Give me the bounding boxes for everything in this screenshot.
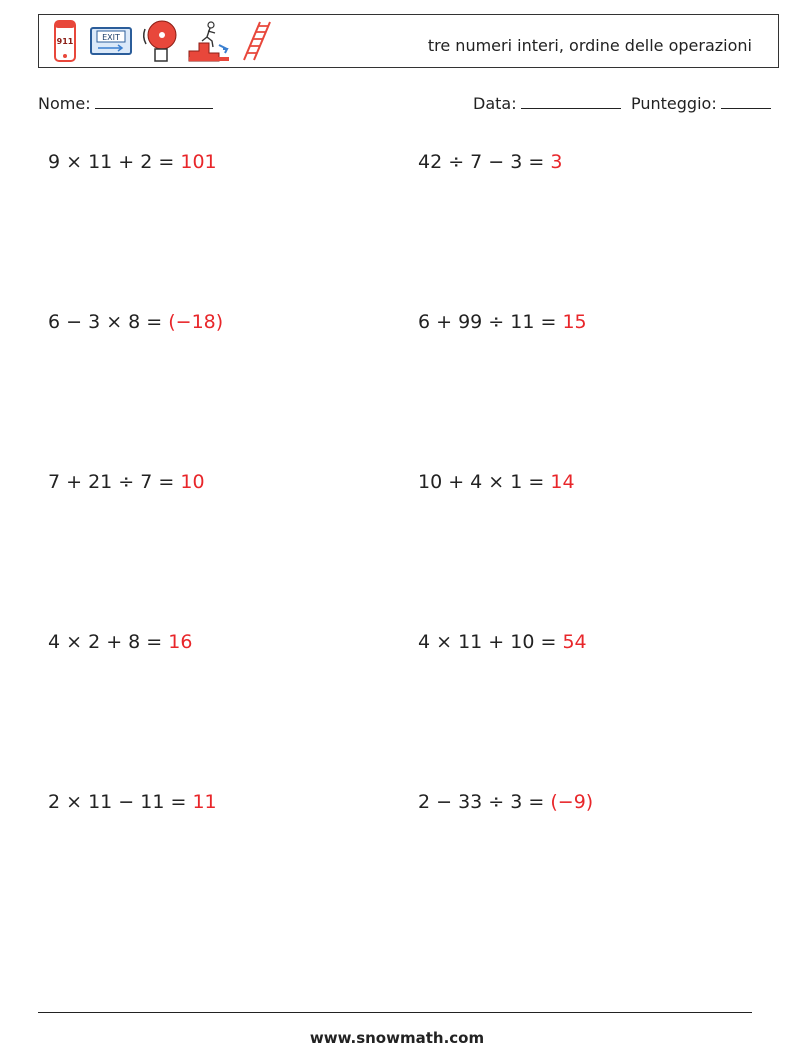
problem-answer: (−18) bbox=[168, 311, 224, 333]
footer-site-link[interactable]: www.snowmath.com bbox=[309, 1029, 485, 1047]
date-field bbox=[473, 94, 621, 113]
problem-answer: 101 bbox=[180, 151, 217, 173]
problem-expression: 4 × 11 + 10 = bbox=[418, 631, 563, 653]
problem-item bbox=[418, 311, 587, 333]
problem-item bbox=[418, 471, 575, 493]
problem-item bbox=[418, 791, 593, 813]
worksheet-header bbox=[38, 14, 779, 68]
footer-divider bbox=[38, 1012, 752, 1013]
problem-answer: 3 bbox=[550, 151, 563, 173]
problem-expression: 2 × 11 − 11 = bbox=[48, 791, 193, 813]
name-blank[interactable] bbox=[95, 95, 213, 109]
problem-expression: 6 + 99 ÷ 11 = bbox=[418, 311, 563, 333]
problem-item bbox=[48, 311, 223, 333]
score-field bbox=[631, 94, 771, 113]
svg-text:EXIT: EXIT bbox=[102, 33, 120, 42]
ladder-icon bbox=[239, 19, 275, 63]
exit-sign-icon bbox=[89, 19, 133, 63]
header-icons bbox=[49, 19, 275, 63]
problem-answer: 14 bbox=[550, 471, 575, 493]
score-label: Punteggio: bbox=[631, 94, 717, 113]
problem-expression: 7 + 21 ÷ 7 = bbox=[48, 471, 181, 493]
problem-expression: 10 + 4 × 1 = bbox=[418, 471, 551, 493]
problem-answer: 11 bbox=[192, 791, 217, 813]
name-label: Nome: bbox=[38, 94, 91, 113]
stairs-escape-icon bbox=[187, 19, 231, 63]
problem-answer: 10 bbox=[180, 471, 205, 493]
svg-text:911: 911 bbox=[56, 37, 74, 46]
problem-answer: (−9) bbox=[550, 791, 594, 813]
problem-item bbox=[418, 631, 587, 653]
problem-answer: 54 bbox=[562, 631, 587, 653]
problem-answer: 16 bbox=[168, 631, 193, 653]
problem-item bbox=[48, 631, 192, 653]
worksheet-title: tre numeri interi, ordine delle operazioni bbox=[427, 36, 752, 55]
name-field bbox=[38, 94, 213, 113]
problem-item bbox=[418, 151, 562, 173]
problem-item bbox=[48, 471, 205, 493]
alarm-bell-icon bbox=[141, 19, 179, 63]
problem-expression: 9 × 11 + 2 = bbox=[48, 151, 181, 173]
date-blank[interactable] bbox=[521, 95, 621, 109]
problem-expression: 42 ÷ 7 − 3 = bbox=[418, 151, 551, 173]
problem-expression: 2 − 33 ÷ 3 = bbox=[418, 791, 551, 813]
phone-911-icon bbox=[49, 19, 81, 63]
problem-item bbox=[48, 791, 217, 813]
problem-expression: 6 − 3 × 8 = bbox=[48, 311, 169, 333]
problem-answer: 15 bbox=[562, 311, 587, 333]
problem-item bbox=[48, 151, 217, 173]
date-label: Data: bbox=[473, 94, 517, 113]
score-blank[interactable] bbox=[721, 95, 771, 109]
problem-expression: 4 × 2 + 8 = bbox=[48, 631, 169, 653]
